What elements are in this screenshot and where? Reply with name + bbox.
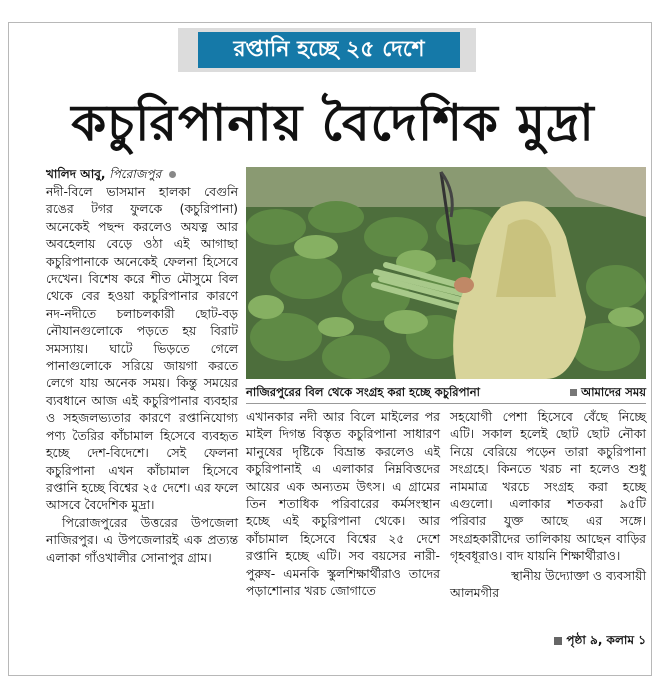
byline-location: পিরোজপুর (109, 167, 162, 181)
byline (46, 165, 238, 183)
headline: কচুরিপানায় বৈদেশিক মুদ্রা (71, 93, 595, 152)
news-photo (246, 167, 646, 379)
byline-author: খালিদ আবু, (46, 167, 106, 181)
body-paragraph: পিরোজপুরের উত্তরের উপজেলা নাজিরপুর। এ উপজেলারই এক প্রত্যন্ত এলাকা গাঁওখালীর সোনাপুর গ্রাম। (46, 514, 238, 565)
body-column-2 (246, 408, 440, 653)
caption-text: নাজিরপুরের বিল থেকে সংগ্রহ করা হচ্ছে কচুরিপানা (246, 385, 480, 399)
body-paragraph: সহযোগী পেশা হিসেবে বেঁছে নিচ্ছে এটি। সকাল হলেই ছোট ছোট নৌকা নিয়ে বেরিয়ে পড়েন তারা কচুরিপানা সংগ্রহে। কিনতে খরচ না হলেও শুধু নামমাত্র খরচে সংগ্রহ করা হচ্ছে এগুলো। এলাকার শতকরা ৯৫টি পরিবার যুক্ত আছে এর সঙ্গে। সংগ্রহকারীদের তালিকায় আছেন বাড়ির গৃহবধূরাও। বাদ যায়নি শিক্ষার্থীরাও। (450, 409, 646, 564)
quote-name: আলমগীর (450, 585, 500, 601)
photo-caption (246, 383, 646, 401)
bullet-dot-icon (169, 171, 176, 178)
quote-line: স্থানীয় উদ্যোক্তা ও ব্যবসায়ী (511, 567, 646, 583)
jump-link[interactable] (554, 632, 646, 652)
square-bullet-icon (554, 637, 562, 645)
kicker: রপ্তানি হচ্ছে ২৫ দেশে (198, 32, 460, 68)
square-bullet-icon (570, 389, 577, 396)
credit-text: আমাদের সময় (581, 385, 646, 399)
body-column-1 (46, 183, 238, 651)
caption-rule (246, 403, 646, 404)
jump-text: পৃষ্ঠা ৯, কলাম ১ (566, 633, 646, 647)
water-hyacinth-photo (246, 167, 646, 379)
body-paragraph: নদী-বিলে ভাসমান হালকা বেগুনি রঙের টগর ফুলকে (কচুরিপানা) অনেকেই পছন্দ করলেও অযত্ন আর অবহেলায় বেড়ে ওঠা এই আগাছা কচুরিপানাকে অনেকেই ফেলনা হিসেবে দেখেন। বিশেষ করে শীত মৌসুমে বিল থেকে বের হওয়া কচুরিপানার কারণে নদ-নদীতে চলাচলকারী ছোট-বড় নৌযানগুলোকে পড়তে হয় বিরাট সমস্যায়। ঘাটে ভিড়তে গেলে পানাগুলোকে সরিয়ে জায়গা করতে লেগে যায় অনেক সময়। কিন্তু সময়ের ব্যবধানে আজ এই কচুরিপানার ব্যবহার ও সহজলভ্যতার কারণে রপ্তানিযোগ্য পণ্য তৈরির কাঁচামাল হিসেবে ব্যবহৃত হচ্ছে দেশ-বিদেশে। সেই ফেলনা কচুরিপানা এখন কাঁচামাল হিসেবে রপ্তানি হচ্ছে বিশ্বের ২৫ দেশে। এর ফলে আসবে বৈদেশিক মুদ্রা। (46, 184, 238, 513)
photo-credit (570, 383, 646, 401)
body-paragraph: এখানকার নদী আর বিলে মাইলের পর মাইল দিগন্ত বিস্তৃত কচুরিপানা সাধারণ মানুষের দৃষ্টিকে বিভ্রান্ত করলেও এই কচুরিপানাই এ এলাকার নিম্নবিত্তদের আয়ের এক অন্যতম উৎস। এ গ্রামের তিন শতাধিক পরিবারের কর্মসংস্থান হচ্ছে এই কচুরিপানা থেকে। আর কাঁচামাল হিসেবে বিশ্বের ২৫ দেশে রপ্তানি হচ্ছে এটি। সব বয়সের নারী-পুরুষ- এমনকি স্কুলশিক্ষার্থীরাও তাদের পড়াশোনার খরচ জোগাতে (246, 409, 440, 599)
body-column-3 (450, 408, 646, 651)
